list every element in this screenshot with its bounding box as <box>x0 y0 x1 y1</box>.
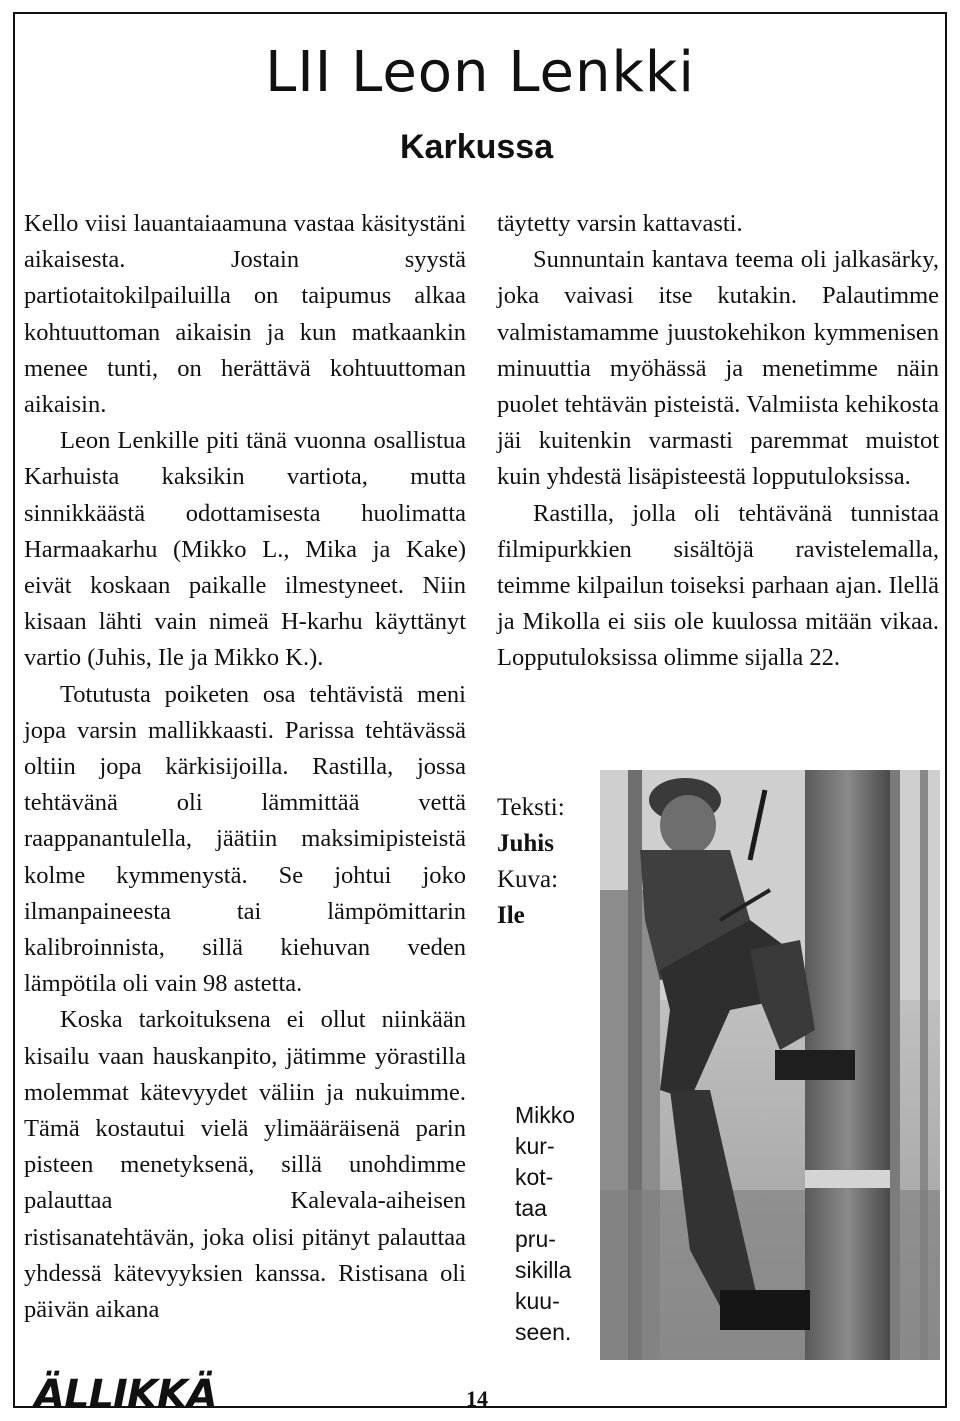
photo-illustration <box>600 770 940 1360</box>
paragraph: Rastilla, jolla oli tehtävänä tunnistaa filmipurkkien sisältöjä ravistelemalla, teimme kilpailun toiseksi parhaan ajan. Ilellä ja Mikolla ei siis ole kuulossa mitään vikaa. Lopputuloksissa olimme sijalla 22. <box>497 499 939 672</box>
credits <box>497 790 565 934</box>
article-subtitle: Karkussa <box>400 128 554 166</box>
caption-line: kur- <box>515 1133 555 1159</box>
right-column <box>497 206 939 677</box>
paragraph: täytetty varsin kattavasti. <box>497 210 743 237</box>
photo-credit-label: Kuva: <box>497 866 559 893</box>
caption-line: taa <box>515 1195 547 1221</box>
caption-line: kot- <box>515 1164 554 1190</box>
article-title: LII Leon Lenkki <box>265 40 695 105</box>
caption-line: pru- <box>515 1226 556 1252</box>
caption-line: Mikko <box>515 1102 576 1128</box>
paragraph: Kello viisi lauantaiaamuna vastaa käsitystäni aikaisesta. Jostain syystä partiotaitokilpailuilla on taipumus alkaa kohtuuttoman aikaisin ja kun matkaankin menee tunti, on herättävä kohtuuttoman aikaisin. <box>24 210 466 419</box>
left-column <box>24 206 466 1328</box>
caption-line: sikilla <box>515 1257 572 1283</box>
paragraph: Leon Lenkille piti tänä vuonna osallistua Karhuista kaksikin vartiota, mutta sinnikkäästä odottamisesta huolimatta Harmaakarhu (Mikko L., Mika ja Kake) eivät koskaan paikalle ilmestyneet. Niin kisaan lähti vain nimeä H-karhu käyttänyt vartio (Juhis, Ile ja Mikko K.). <box>24 427 466 672</box>
photo-caption <box>515 1100 605 1348</box>
paragraph: Totutusta poiketen osa tehtävistä meni jopa varsin mallikkaasti. Parissa tehtävässä oltiin jopa kärkisijoilla. Rastilla, jossa tehtävänä oli lämmittää vettä raappanantulella, jäätiin maksimipisteistä kolme kymmenystä. Se johtui joko ilmanpaineesta tai lämpömittarin kalibroinnista, sillä kiehuvan veden lämpötila oli vain 98 astetta. <box>24 680 466 998</box>
text-credit-label: Teksti: <box>497 794 565 821</box>
tree-climbing-photo <box>600 770 940 1360</box>
paragraph: Sunnuntain kantava teema oli jalkasärky, joka vaivasi itse kutakin. Palautimme valmistamamme juustokehikon kymmenisen minuuttia myöhässä ja menetimme näin puolet tehtävän pisteistä. Valmiista kehikosta jäi kuitenkin varmasti paremmat muistot kuin yhdestä lisäpisteestä lopputuloksissa. <box>497 246 939 491</box>
caption-line: kuu- <box>515 1288 560 1314</box>
photo-credit-author: Ile <box>497 902 525 929</box>
text-credit-author: Juhis <box>497 830 554 857</box>
caption-line: seen. <box>515 1319 572 1345</box>
page-number: 14 <box>466 1386 488 1411</box>
paragraph: Koska tarkoituksena ei ollut niinkään kisailu vaan hauskanpito, jätimme yörastilla molemmat kätevyydet väliin ja nukuimme. Tämä kostautui vielä ylimääräisenä parin pisteen menetyksenä, sillä unohdimme palauttaa Kalevala-aiheisen ristisanatehtävän, joka olisi pitänyt palauttaa yhdessä kätevyyksien kanssa. Ristisana oli päivän aikana <box>24 1006 466 1324</box>
magazine-logo: ÄLLIKKÄ <box>34 1372 217 1418</box>
